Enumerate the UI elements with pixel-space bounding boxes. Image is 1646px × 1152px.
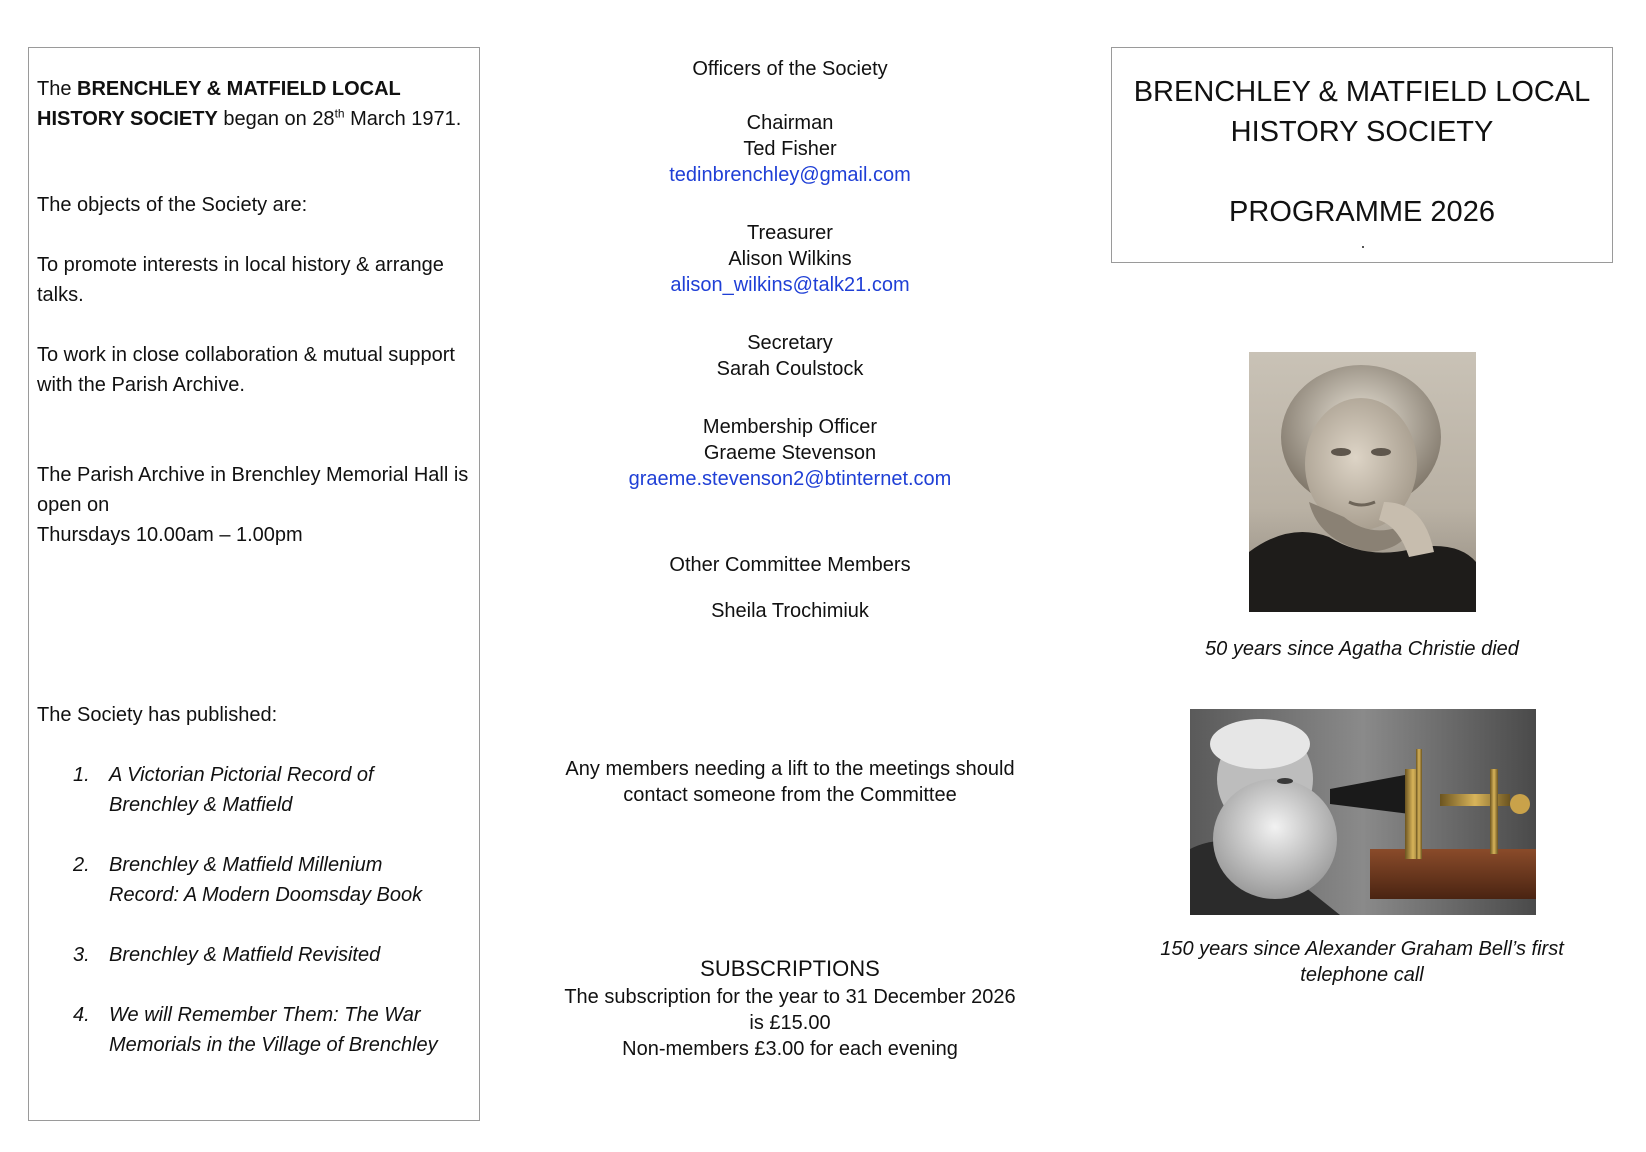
bell-telephone-illustration (1190, 709, 1536, 915)
subscription-line-1: The subscription for the year to 31 December 2026 (564, 986, 1016, 1008)
lift-notice-line-1: Any members needing a lift to the meetings should (565, 758, 1015, 780)
published-heading: The Society has published: (37, 704, 278, 726)
publication-item (73, 760, 429, 820)
caption-agatha-christie: 50 years since Agatha Christie died (1205, 638, 1519, 660)
publication-title: Brenchley & Matfield Revisited (109, 944, 381, 966)
intro-paragraph (37, 74, 477, 134)
treasurer-email-link[interactable]: alison_wilkins@talk21.com (670, 274, 910, 296)
publication-item (73, 1000, 459, 1060)
publication-item (73, 940, 449, 970)
object-1: To promote interests in local history & arrange talks. (37, 254, 444, 306)
caption-bell-line-2: telephone call (1300, 964, 1424, 986)
archive-paragraph: The Parish Archive in Brenchley Memorial Hall is open on (37, 464, 469, 516)
membership-name: Graeme Stevenson (703, 442, 877, 464)
publication-number: 1. (73, 764, 90, 786)
publication-number: 4. (73, 1004, 90, 1026)
title-box (1111, 47, 1613, 263)
programme-title: PROGRAMME 2026 (1229, 196, 1495, 228)
intro-suffix: March 1971. (344, 108, 462, 130)
publication-title: A Victorian Pictorial Record of Brenchley & Matfield (109, 764, 374, 816)
chairman-email-link[interactable]: tedinbrenchley@gmail.com (669, 164, 911, 186)
publication-number: 3. (73, 944, 90, 966)
object-2: To work in close collaboration & mutual support with the Parish Archive. (37, 344, 455, 396)
publication-item (73, 850, 449, 910)
officers-heading: Officers of the Society (692, 58, 888, 80)
caption-bell-line-1: 150 years since Alexander Graham Bell’s first (1160, 938, 1564, 960)
membership-role: Membership Officer (702, 416, 878, 438)
treasurer-role: Treasurer (747, 222, 833, 244)
membership-email-link[interactable]: graeme.stevenson2@btinternet.com (628, 468, 952, 490)
archive-hours: Thursdays 10.00am – 1.00pm (37, 524, 303, 546)
secretary-name: Sarah Coulstock (716, 358, 864, 380)
committee-member: Sheila Trochimiuk (711, 600, 869, 622)
subscription-line-3: Non-members £3.00 for each evening (622, 1038, 958, 1060)
intro-mid: began on 28 (217, 108, 335, 130)
publication-number: 2. (73, 854, 90, 876)
left-panel (28, 47, 480, 1121)
subscription-line-2: is £15.00 (749, 1012, 831, 1034)
lift-notice-line-2: contact someone from the Committee (623, 784, 957, 806)
portrait-illustration (1249, 352, 1476, 612)
chairman-name: Ted Fisher (743, 138, 837, 160)
publication-title: Brenchley & Matfield Millenium Record: A Modern Doomsday Book (109, 854, 423, 906)
secretary-role: Secretary (747, 332, 833, 354)
intro-prefix: The (37, 78, 78, 100)
title-line-1: BRENCHLEY & MATFIELD LOCAL (1133, 76, 1591, 108)
decorative-dot (1362, 246, 1364, 248)
treasurer-name: Alison Wilkins (728, 248, 852, 270)
objects-heading: The objects of the Society are: (37, 194, 308, 216)
subscriptions-heading: SUBSCRIPTIONS (700, 956, 880, 981)
society-name-bold: BRENCHLEY & MATFIELD LOCAL HISTORY SOCIETY (37, 78, 401, 130)
alexander-graham-bell-photo (1190, 709, 1536, 915)
committee-heading: Other Committee Members (669, 554, 911, 576)
agatha-christie-photo (1249, 352, 1476, 612)
intro-superscript: th (334, 106, 345, 121)
chairman-role: Chairman (746, 112, 834, 134)
title-line-2: HISTORY SOCIETY (1230, 116, 1494, 148)
publication-title: We will Remember Them: The War Memorials in the Village of Brenchley (109, 1004, 438, 1056)
